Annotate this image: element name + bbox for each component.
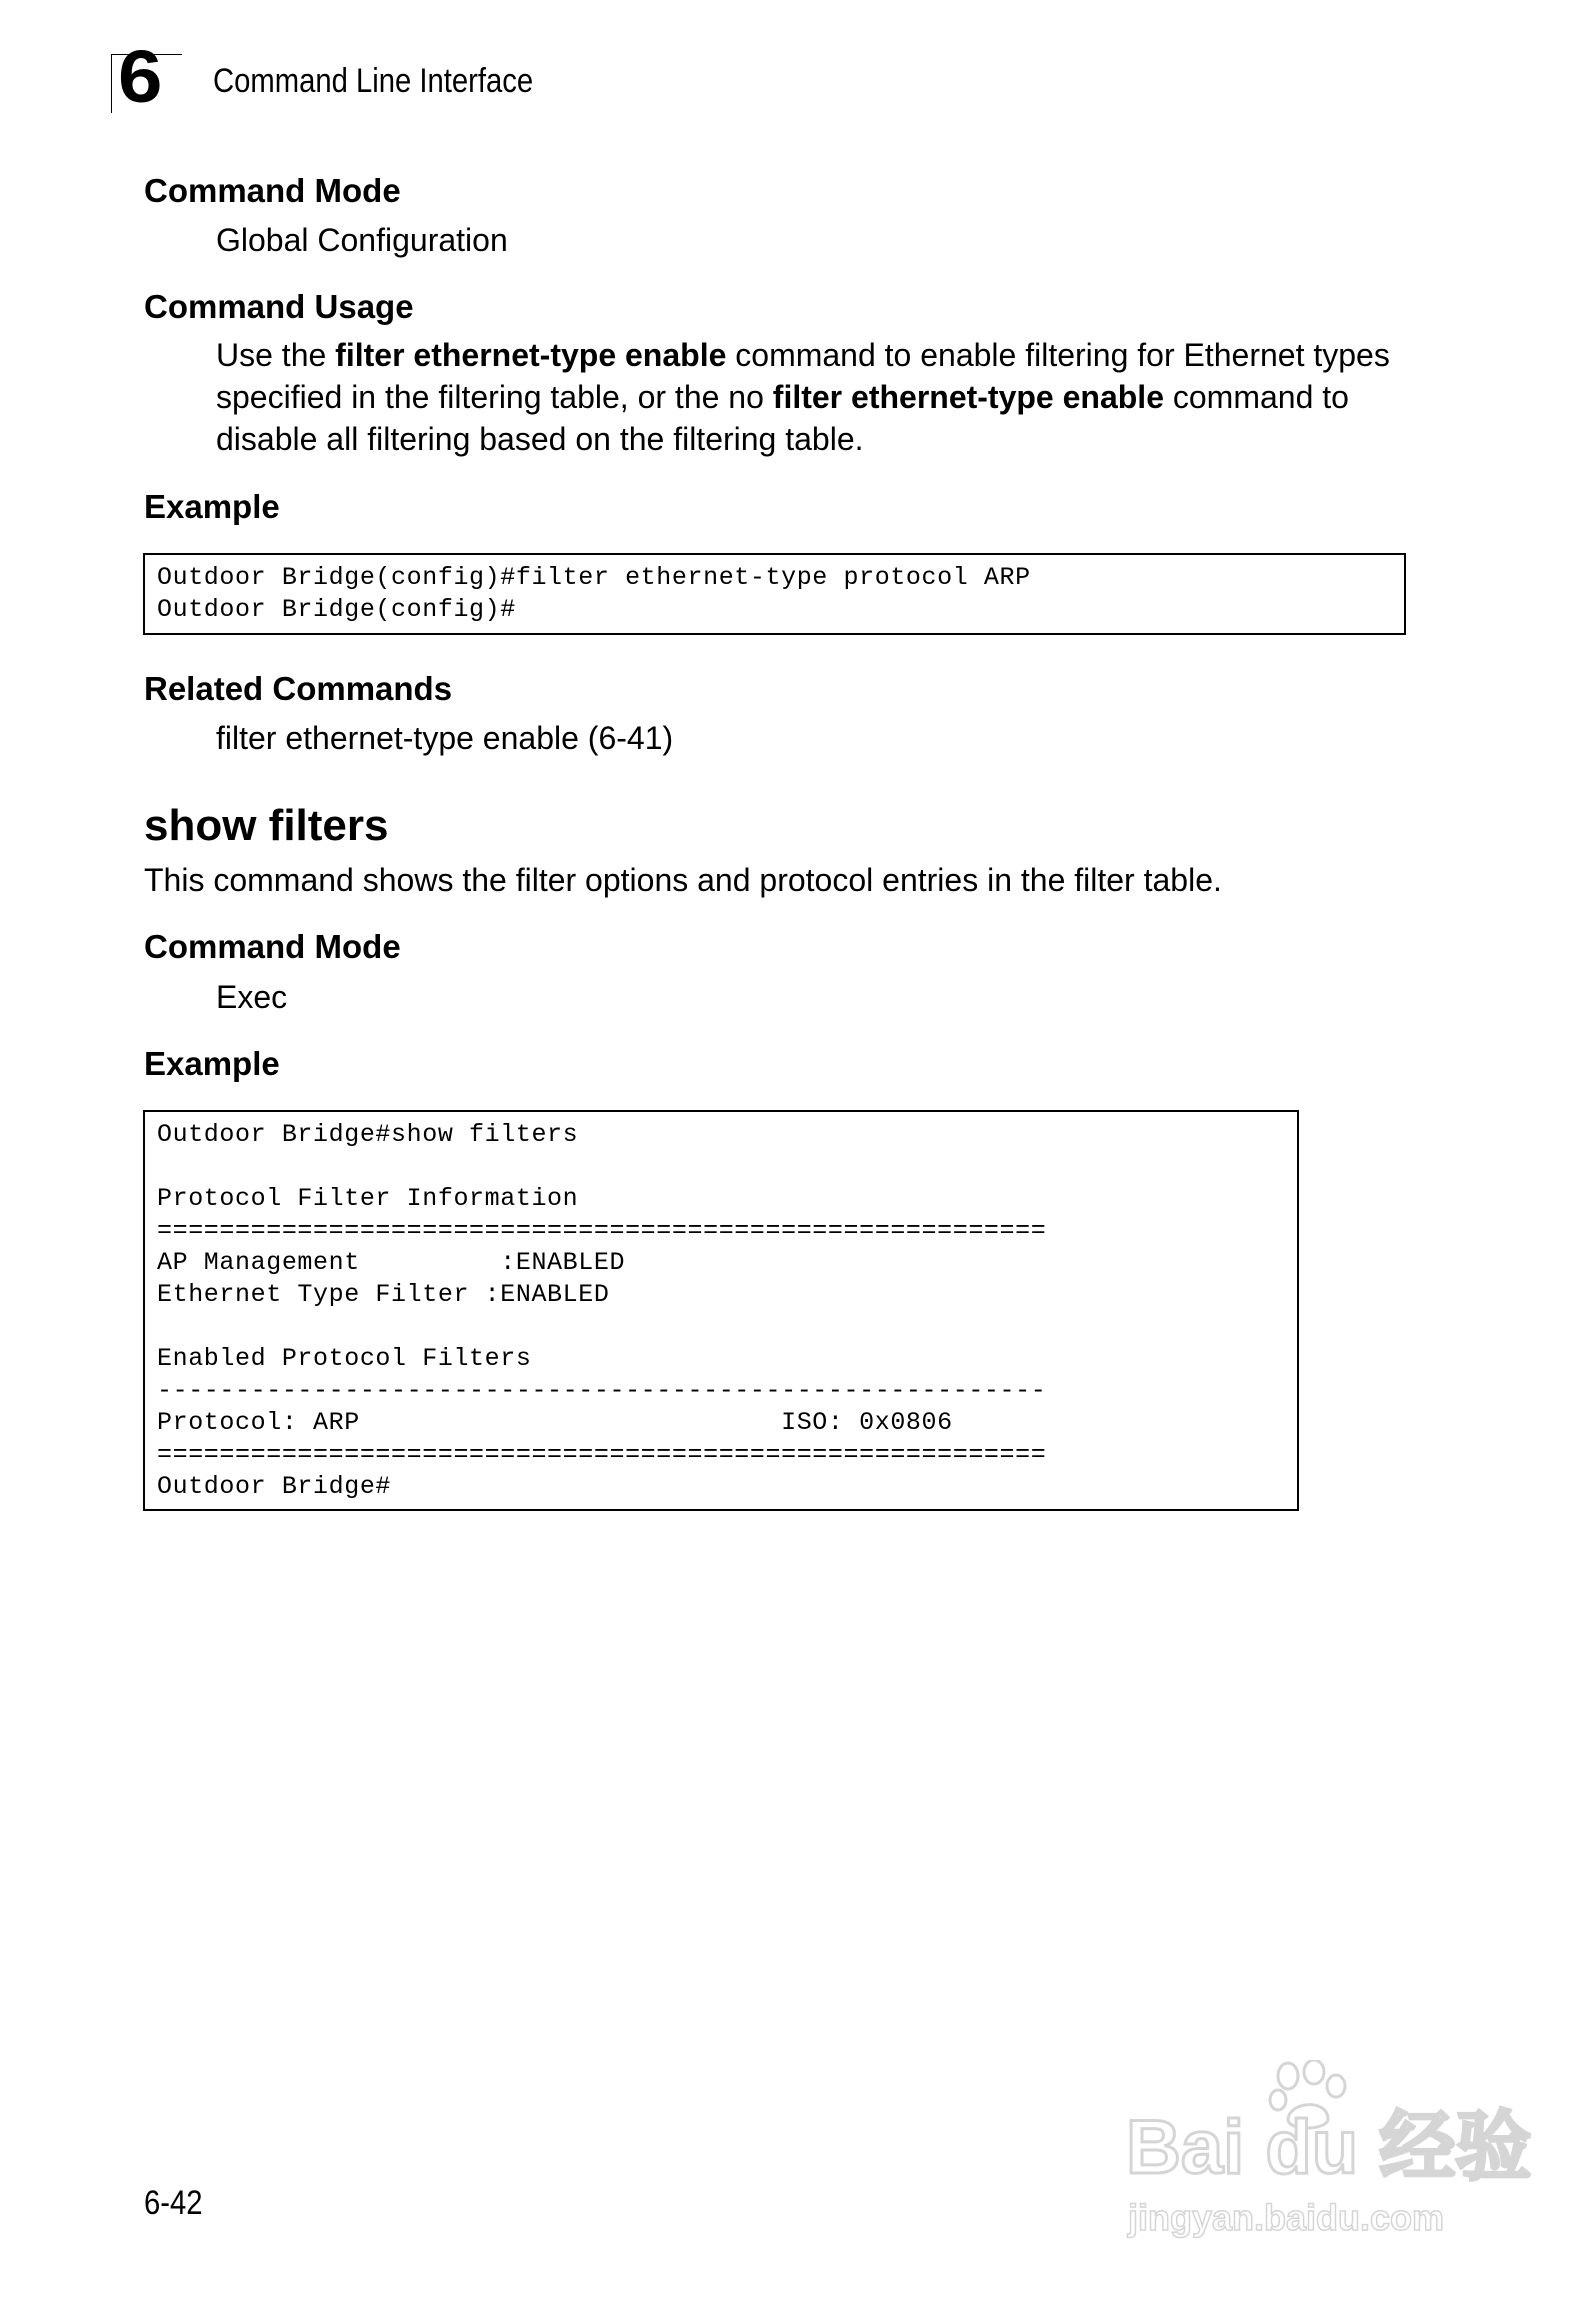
baidu-jingyan-watermark [1118, 2060, 1532, 2250]
code-example-box [143, 553, 1406, 635]
section-title: show filters [144, 801, 389, 850]
command-usage-heading: Command Usage [144, 288, 414, 325]
code-line: Outdoor Bridge(config)#filter ethernet-type protocol ARP [157, 563, 1031, 592]
code-line: Ethernet Type Filter :ENABLED [157, 1280, 610, 1309]
watermark-url: jingyan.baidu.com [1128, 2197, 1445, 2238]
example-heading: Example [144, 488, 280, 525]
code-line: Enabled Protocol Filters [157, 1344, 532, 1373]
page-number: 6-42 [144, 2184, 203, 2222]
code-line [157, 1151, 1285, 1183]
usage-text-1: Use the [216, 337, 336, 373]
usage-command-1: filter ethernet-type enable [335, 337, 727, 373]
code-example-box [143, 1110, 1299, 1511]
code-line: Outdoor Bridge# [157, 1472, 392, 1501]
code-line: AP Management :ENABLED [157, 1248, 626, 1277]
running-title: Command Line Interface [213, 62, 534, 100]
code-line: Outdoor Bridge(config)# [157, 595, 516, 624]
command-mode-heading: Command Mode [144, 172, 401, 209]
usage-text-2: command to enable filtering for Ethernet types specified in the filtering table, or the no [216, 337, 1390, 415]
example-heading: Example [144, 1045, 280, 1082]
command-mode-value: Exec [216, 979, 288, 1015]
related-command-link[interactable]: filter ethernet-type enable (6-41) [216, 720, 674, 756]
usage-text-3: command to disable all filtering based on the filtering table. [216, 379, 1349, 457]
code-line: ========================================================= [157, 1440, 1047, 1469]
code-line: Protocol Filter Information [157, 1184, 579, 1213]
code-line [157, 1311, 1285, 1343]
command-mode-heading: Command Mode [144, 928, 401, 965]
watermark-logo: Bai du 经验 [1126, 2105, 1532, 2190]
command-usage-paragraph [216, 334, 1406, 460]
usage-command-2: filter ethernet-type enable [772, 379, 1164, 415]
code-line: ========================================================= [157, 1216, 1047, 1245]
related-commands-heading: Related Commands [144, 670, 453, 707]
chapter-number: 6 [118, 35, 163, 118]
section-description: This command shows the filter options and protocol entries in the filter table. [144, 862, 1222, 898]
code-line: --------------------------------------------------------- [157, 1376, 1047, 1405]
code-line: Outdoor Bridge#show filters [157, 1120, 579, 1149]
code-line: Protocol: ARP ISO: 0x0806 [157, 1408, 953, 1437]
command-mode-value: Global Configuration [216, 222, 508, 258]
